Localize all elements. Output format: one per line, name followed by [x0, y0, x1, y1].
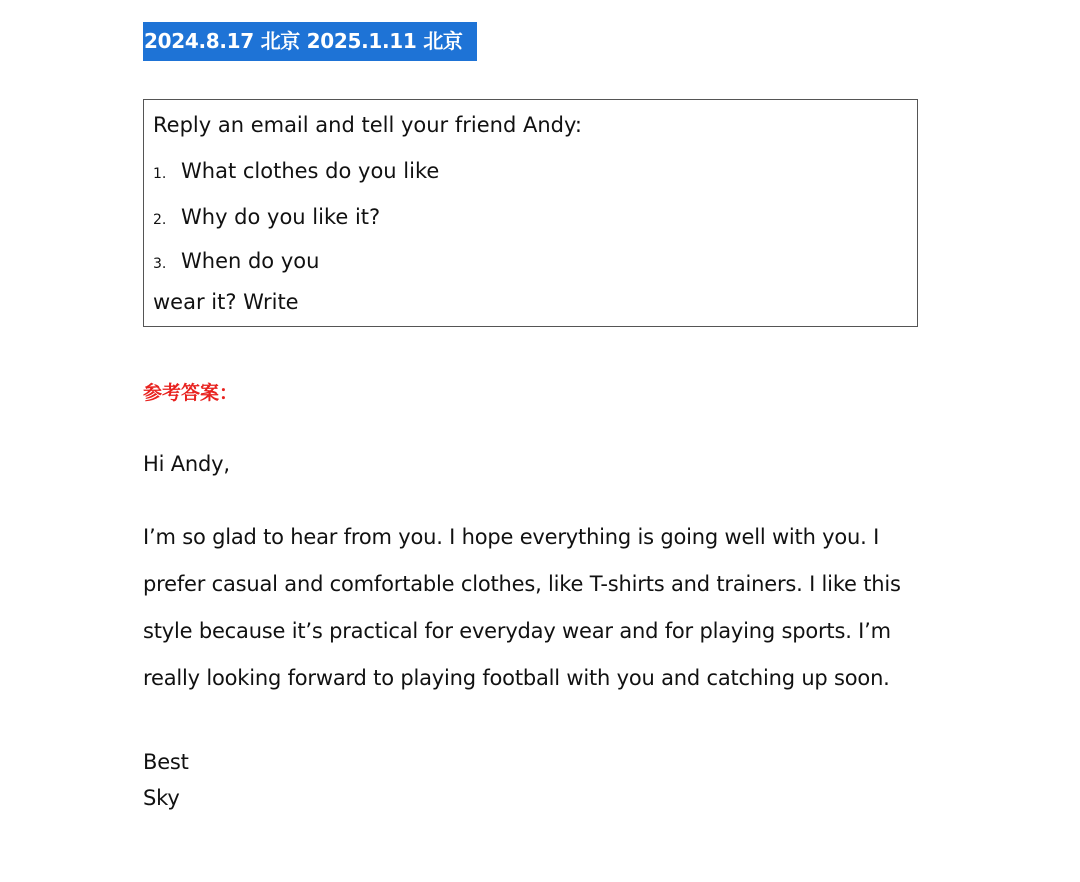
letter-body-line: style because it’s practical for everyday wear and for playing sports. I’m	[143, 619, 891, 643]
task-item-number: 3.	[153, 256, 167, 272]
letter-body-line: I’m so glad to hear from you. I hope everything is going well with you. I	[143, 525, 880, 549]
task-item-text: Why do you like it?	[181, 205, 381, 229]
letter-signature: Sky	[143, 786, 180, 810]
letter-closing: Best	[143, 750, 189, 774]
task-continuation: wear it? Write	[153, 290, 299, 314]
task-item-text: What clothes do you like	[181, 159, 440, 183]
reference-answer-label: 参考答案：	[143, 382, 239, 404]
letter-body-line: really looking forward to playing football with you and catching up soon.	[143, 666, 890, 690]
task-item-number: 2.	[153, 212, 167, 228]
task-prompt-box	[143, 99, 918, 327]
task-item-3	[153, 249, 319, 273]
task-item-text: When do you	[181, 249, 320, 273]
letter-body-line: prefer casual and comfortable clothes, like T-shirts and trainers. I like this	[143, 572, 901, 596]
letter-greeting: Hi Andy,	[143, 452, 230, 476]
task-item-2	[153, 205, 380, 229]
task-item-1	[153, 159, 439, 183]
task-item-number: 1.	[153, 166, 167, 182]
highlighted-date-header: 2024.8.17 北京 2025.1.11 北京	[143, 22, 477, 61]
task-intro: Reply an email and tell your friend Andy:	[153, 113, 582, 137]
